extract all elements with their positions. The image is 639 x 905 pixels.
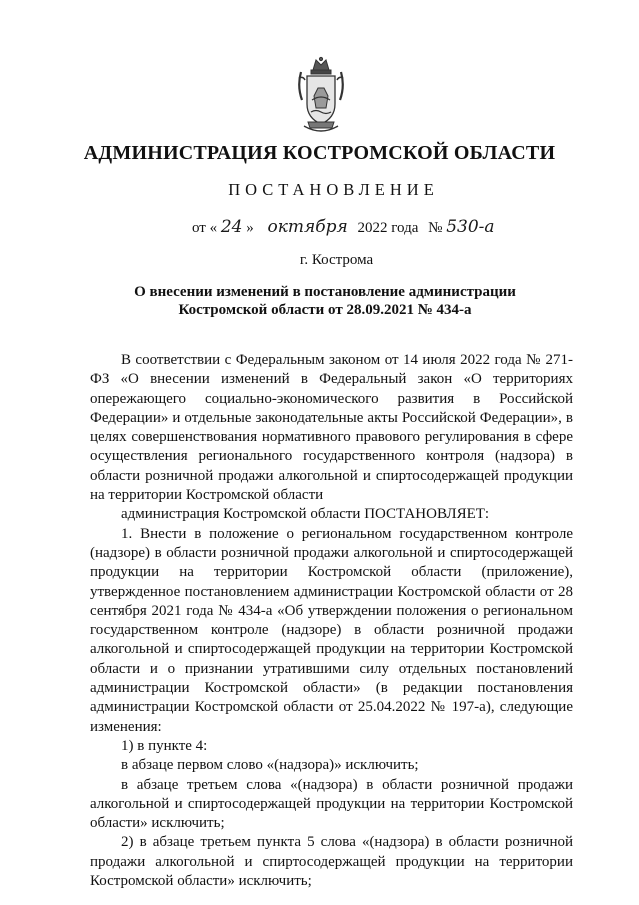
coat-of-arms-icon <box>296 56 346 136</box>
body-paragraph: 1. Внести в положение о региональном государственном контроле (надзоре) в области розничной продажи алкогольной и спиртосодержащей продукции на территории Костромской области (приложение), утвержденное постановлением администрации Костромской области от 28 сентября 2021 года № 434-а «Об утверждении положения о региональном государственном контроле (надзоре) в области розничной продажи алкогольной и спиртосодержащей продукции на территории Костромской области и о признании утратившими силу отдельных постановлений администрации Костромской области» (в редакции постановления администрации Костромской области от 25.04.2022 № 197-а), следующие изменения: <box>90 525 573 735</box>
title-line: О внесении изменений в постановление администрации <box>134 284 516 300</box>
body-paragraph: 1) в пункте 4: <box>121 737 208 754</box>
document-number: 530-а <box>446 217 495 237</box>
body-paragraph: 2) в абзаце третьем пункта 5 слова «(надзора) в области розничной продажи алкогольной и спиртосодержащей продукции на территории Костромской области» исключить; <box>90 834 573 890</box>
body-paragraph: администрация Костромской области ПОСТАНОВЛЯЕТ: <box>121 506 490 523</box>
title-line: Костромской области от 28.09.2021 № 434-а <box>178 302 472 318</box>
body-paragraph: В соответствии с Федеральным законом от 14 июля 2022 года № 271-ФЗ «О внесении изменений в Федеральный закон «О территориях опережающего социально-экономического развития в Российской Федерации» и отдельные законодательные акты Российской Федерации», в целях совершенствования нормативного правового регулирования в сфере осуществления регионального государственного контроля (надзора) в области розничной продажи алкогольной и спиртосодержащей продукции на территории Костромской области <box>90 352 573 504</box>
city: г. Кострома <box>299 252 374 268</box>
date-year: 2022 года <box>357 220 419 236</box>
date-month: октября <box>267 217 348 237</box>
date-quote-close: » <box>246 220 254 236</box>
document-type: ПОСТАНОВЛЕНИЕ <box>228 180 439 199</box>
body-paragraph: в абзаце первом слово «(надзора)» исключить; <box>121 757 419 774</box>
date-prefix: от « <box>192 220 218 236</box>
document-title <box>80 283 570 319</box>
date-line <box>192 217 572 237</box>
document-body <box>90 351 573 891</box>
body-paragraph: в абзаце третьем слова «(надзора) в области розничной продажи алкогольной и спиртосодержащей продукции на территории Костромской области» исключить; <box>90 776 573 832</box>
organization-name: АДМИНИСТРАЦИЯ КОСТРОМСКОЙ ОБЛАСТИ <box>83 142 556 164</box>
number-sign: № <box>428 220 443 236</box>
date-day: 24 <box>220 217 243 237</box>
